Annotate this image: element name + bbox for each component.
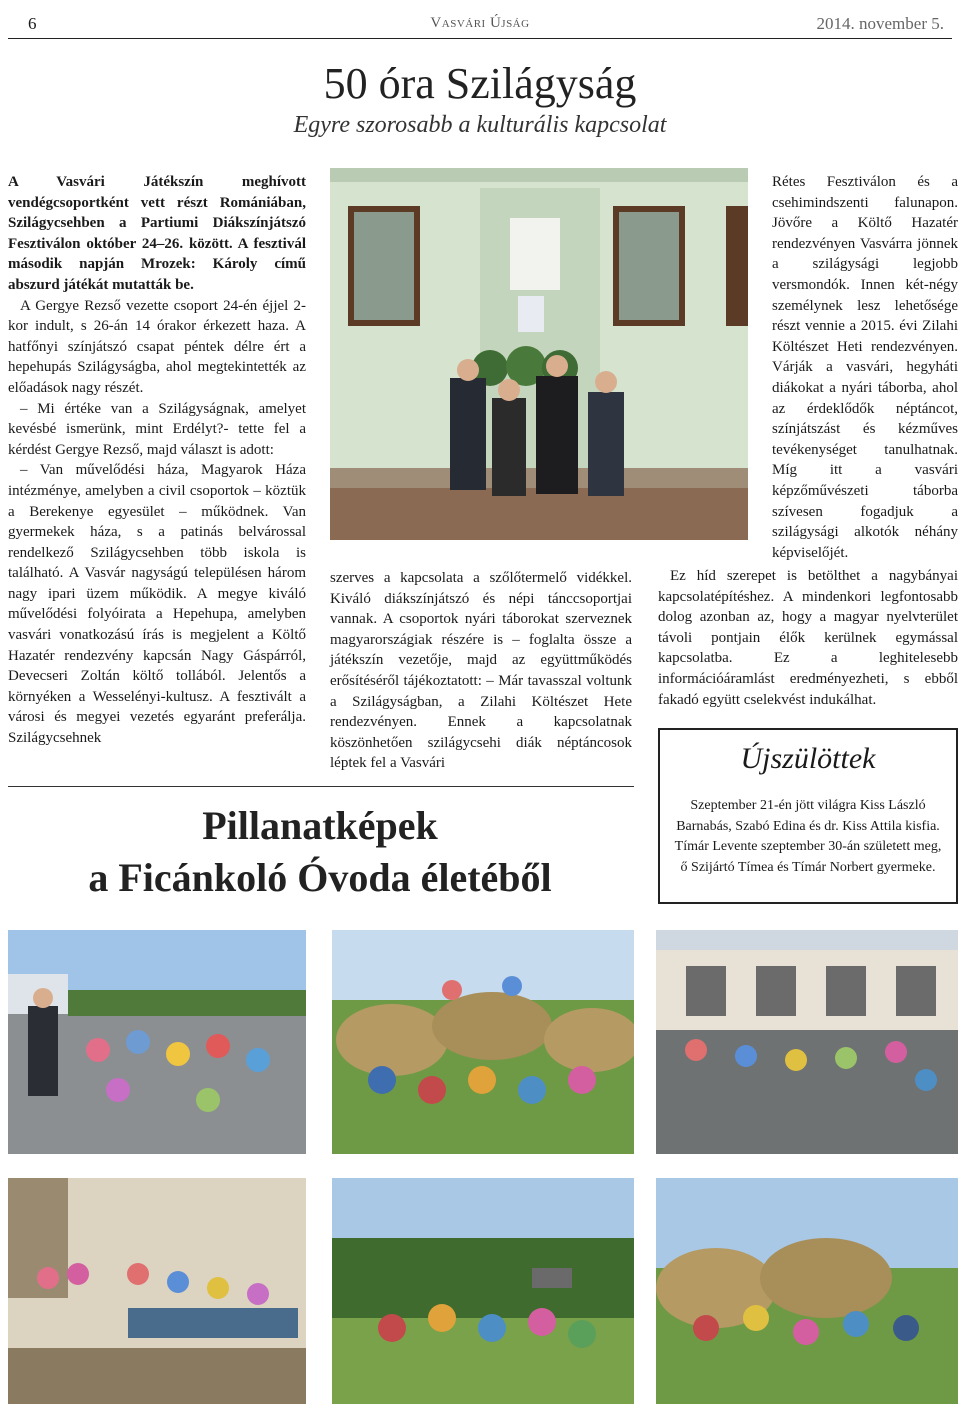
- ujszulottek-title: Újszülöttek: [740, 742, 876, 775]
- issue-date: 2014. november 5.: [816, 14, 944, 33]
- article-paragraph: Rétes Fesztiválon és a csehimindszenti falunapon. Jövőre a Költő Hazatér rendezvényen Vasvárra jönnek a szilágysági legjobb versmondók. Innen két-négy személynek lesz lehetősége részt vennie a 2015. évi Zilahi Költészet Heti rendezvényen. Várják a vasvári, hegyháti diákokat a nyári táborba, ahol az érdeklődők néptáncot, színjátszást és kézműves tevékenységet tanulhatnak. Míg itt a vasvári képzőművészeti táborba szívesen fogadjuk a szilágysági alkotók néhány képviselőjét.: [772, 174, 958, 561]
- group-photo-building: [330, 168, 748, 540]
- page-number: 6: [28, 14, 37, 33]
- ujszulottek-text: Szeptember 21-én jött világra Kiss László Barnabás, Szabó Edina és dr. Kiss Attila kisfia. Tímár Levente szeptember 30-án született meg, ő Szijártó Tímea és Tímár Norbert gyermeke.: [674, 798, 942, 875]
- article-subtitle: Egyre szorosabb a kulturális kapcsolat: [293, 112, 667, 138]
- headline-line-1: Pillanatképek: [202, 803, 438, 848]
- article-lead: A Vasvári Játékszín meghívott vendégcsoportként vett részt Romániában, Szilágycsehben a Partiumi Diákszínjátszó Fesztiválon október 24–26. között. A fesztivál második napján Mrozek: Károly című abszurd játékát mutatták be.: [8, 174, 306, 293]
- article-title: 50 óra Szilágyság: [323, 59, 637, 108]
- headline-line-2: a Ficánkoló Óvoda életéből: [88, 855, 552, 900]
- article-column-1: [8, 172, 306, 749]
- article-column-3: [772, 172, 958, 563]
- ujszulottek-box: [658, 728, 958, 904]
- article-column-2: [330, 568, 632, 774]
- page-header: [8, 10, 952, 39]
- article-paragraph: – Van művelődési háza, Magyarok Háza intézménye, amelyben a civil csoportok – köztük a Berekenye egyesület – működnek. Van gyermekek háza, s a patinás belvárossal rendelkező Szilágycsehben több iskola is található. A Vasvár nagyságú településen három nagy ipari üzem működik. A megye kiváló művelődési folyóirata a Hepehupa, amelyben vasvári vonatkozású írás is megjelent a Költő Hazatér rendezvény kapcsán Nagy Gáspárról, Devecseri Zoltán költő tollából. Jelentős a környéken a Wesselényi-kultusz. A fesztivált a városi és megyei vezetés egyaránt preferálja. Szilágycsehnek: [8, 462, 306, 747]
- article-paragraph: Ez híd szerepet is betölthet a nagybányai kapcsolatépítéshez. A mindenkori legfontosabb dolog azonban az, hogy a magyar nyelvterület távoli pontjain élők kerülnek egymással kapcsolatba. Ez a leghitelesebb információáramlást eredményezheti, s ebből fakadó együtt cselekvést indukálhat.: [658, 568, 958, 708]
- kindergarten-photo-2: [332, 930, 634, 1154]
- article-column-3-wide: [658, 566, 958, 710]
- masthead: Vasvári Újság: [430, 15, 530, 31]
- article-paragraph: A Gergye Rezső vezette csoport 24-én éjjel 2-kor indult, s 26-án 14 órakor érkezett haza. A hatfőnyi színjátszó csapat péntek délre ért a hepehupás Szilágyságba, ahol megtekintették az előadások nagy részét.: [8, 297, 306, 396]
- kindergarten-photo-6: [656, 1178, 958, 1404]
- article-paragraph: – Mi értéke van a Szilágyságnak, amelyet kevésbé ismerünk, mint Erdélyt?- tette fel a kérdést Gergye Rezső, majd választ is adott:: [8, 400, 306, 458]
- kindergarten-photo-5: [332, 1178, 634, 1404]
- kindergarten-photo-4: [8, 1178, 306, 1404]
- pillanatkepek-headline: [0, 800, 640, 904]
- kindergarten-photo-3: [656, 930, 958, 1154]
- section-divider: [8, 786, 634, 787]
- article-paragraph: szerves a kapcsolata a szőlőtermelő vidékkel. Kiváló diákszínjátszó és népi tánccsoportjai vannak. A csoportok nyári táborokat szerveznek magyarországiak részére is – foglalta össze a játékszín vezetője, majd az együttműködés erősítéséről tájékoztatott: – Már tavasszal voltunk a Szilágyságban, a Zilahi Költészet Hete rendezvényen. Ennek a kapcsolatnak köszönhetően szilágycsehi diák néptáncosok léptek fel a Vasvári: [330, 570, 632, 772]
- kindergarten-photo-1: [8, 930, 306, 1154]
